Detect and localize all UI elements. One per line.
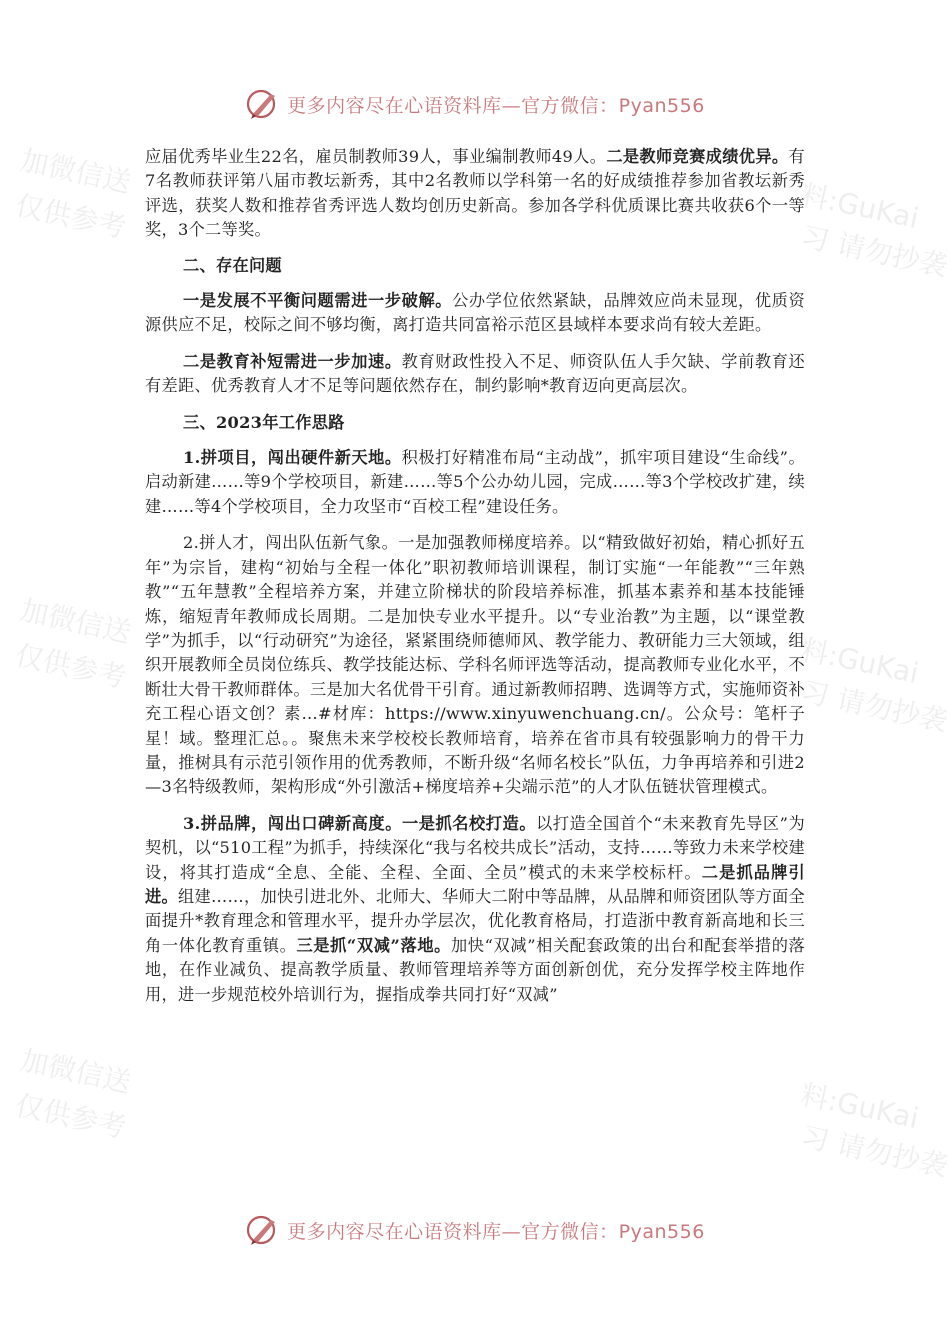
banner-wechat-id: Pyan556 [618,1220,705,1243]
pen-logo-icon [245,86,281,122]
paragraph-problem-1: 一是发展不平衡问题需进一步破解。公办学位依然紧缺，品牌效应尚未显现，优质资源供应不足，校际之间不够均衡，离打造共同富裕示范区县域样本要求尚有较大差距。 [145,291,805,335]
watermark-right-1: 料:GuKai [797,177,922,236]
bold-phrase: 二是教师竞赛成绩优异。 [606,147,789,166]
footer-banner [0,1210,950,1250]
banner-wechat-id: Pyan556 [618,94,705,117]
watermark-right-3: 料:GuKai [797,632,922,691]
document-body [145,145,805,1019]
paragraph-plan-2: 2.拼人才，闯出队伍新气象。一是加强教师梯度培养。以“精致做好初始，精心抓好五年”为宗旨，建构“初始与全程一体化”职初教师培训课程，制订实施“一年能教”“三年熟教”“五年慧教”全程培养方案，并建立阶梯状的阶段培养标准，抓基本素养和基本技能锤炼，缩短青年教师成长周期。二是加快专业水平提升。以“专业治教”为主题，以“课堂教学”为抓手，以“行动研究”为途径，紧紧围绕师德师风、教学能力、教研能力三大领域，组织开展教师全员岗位练兵、教学技能达标、学科名师评选等活动，提高教师专业化水平，不断壮大骨干教师群体。三是加大名优骨干引育。通过新教师招聘、选调等方式，实施师资补充工程心语文创？素…#材库：https://www.xinyuwenchuang.cn/。公众号：笔杆子星！域。整理汇总。。聚焦未来学校校长教师培育，培养在省市具有较强影响力的骨干力量，推树具有示范引领作用的优秀教师，不断升级“名师名校长”队伍，力争再培养和引进2—3名特级教师，架构形成“外引激活+梯度培养+尖端示范”的人才队伍链状管理模式。 [145,533,805,797]
section-heading-plan: 三、2023年工作思路 [183,412,345,432]
watermark-left-1: 加微信送 [17,143,134,200]
watermark-left-2: 仅供参考 [12,188,129,245]
watermark-right-5: 料:GuKai [797,1077,922,1136]
watermark-right-2: 习 请勿抄袭 [797,219,950,284]
watermark-left-4: 仅供参考 [12,638,129,695]
pen-logo-icon [245,1212,281,1248]
paragraph-plan-3: 3.拼品牌，闯出口碑新高度。一是抓名校打造。以打造全国首个“未来教育先导区”为契机，以“510工程”为抓手，持续深化“我与名校共成长”活动，支持……等致力未来学校建设，将其打造成“全息、全能、全程、全面、全员”模式的未来学校标杆。二是抓品牌引进。组建……，加快引进北外、北师大、华师大二附中等品牌，从品牌和师资团队等方面全面提升*教育理念和管理水平，提升办学层次，优化教育格局，打造浙中教育新高地和长三角一体化教育重镇。三是抓“双减”落地。加快“双减”相关配套政策的出台和配套举措的落地，在作业减负、提高教学质量、教师管理培养等方面创新创优，充分发挥学校主阵地作用，进一步规范校外培训行为，握指成拳共同打好“双减” [145,813,806,1004]
section-heading-problems: 二、存在问题 [183,255,282,275]
watermark-left-5: 加微信送 [17,1043,134,1100]
paragraph-problem-2: 二是教育补短需进一步加速。教育财政性投入不足、师资队伍人手欠缺、学前教育还有差距、优秀教育人才不足等问题依然存在，制约影响*教育迈向更高层次。 [145,351,805,396]
paragraph-plan-1: 1.拼项目，闯出硬件新天地。积极打好精准布局“主动战”，抓牢项目建设“生命线”。启动新建……等9个学校项目，新建……等5个公办幼儿园，完成……等3个学校改扩建，续建……等4个学校项目，全力攻坚市“百校工程”建设任务。 [145,448,805,516]
banner-text: 更多内容尽在心语资料库—官方微信：Pyan556 [287,94,705,117]
watermark-right-4: 习 请勿抄袭 [797,674,950,739]
header-banner [0,84,950,124]
banner-text: 更多内容尽在心语资料库—官方微信：Pyan556 [287,1220,705,1243]
paragraph-intro: 应届优秀毕业生22名，雇员制教师39人，事业编制教师49人。二是教师竞赛成绩优异。有7名教师获评第八届市教坛新秀，其中2名教师以学科第一名的好成绩推荐参加省教坛新秀评选，获奖人数和推荐省秀评选人数均创历史新高。参加各学科优质课比赛共收获6个一等奖，3个二等奖。 [145,147,805,240]
watermark-right-6: 习 请勿抄袭 [797,1119,950,1184]
watermark-left-3: 加微信送 [17,593,134,650]
watermark-left-6: 仅供参考 [12,1088,129,1145]
